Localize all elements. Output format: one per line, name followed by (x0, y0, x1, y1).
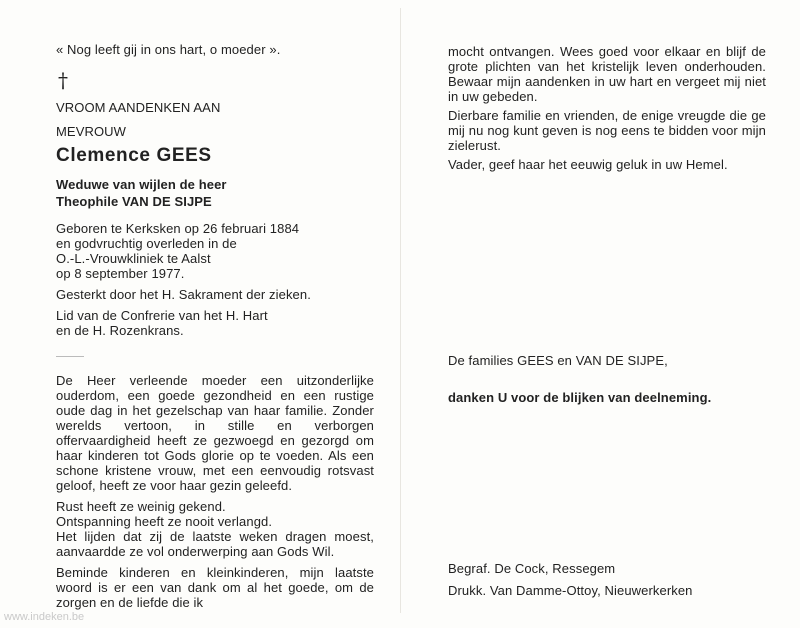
thanks-line: danken U voor de blijken van deelneming. (448, 390, 712, 405)
tribute-line: Rust heeft ze weinig gekend. (56, 499, 226, 514)
right-paragraph-1: mocht ontvangen. Wees goed voor elkaar en blijf de grote plichten van het kristelijk leven onderhouden. Bewaar mijn aandenken in uw hart en vergeet mij niet in uw gebeden. (448, 44, 766, 104)
right-paragraph-3: Vader, geef haar het eeuwig geluk in uw Hemel. (448, 157, 728, 172)
left-page (56, 42, 374, 610)
tribute-paragraph-1: De Heer verleende moeder een uitzonderlijke ouderdom, een goede gezondheid en een rustige oude dag in het gezelschap van haar familie. Zonder werelds vertoon, in stille en verborgen offervaardigheid heeft ze gezwoegd en gezorgd om haar kinderen tot Gods glorie op te voeden. Als een schone kristene vrouw, met een eenvoudig rotsvast geloof, heeft ze voor haar gezin geleefd. (56, 373, 374, 493)
tribute-paragraph-4: Beminde kinderen en kleinkinderen, mijn laatste woord is er een van dank om al het goede, om de zorgen en de liefde die ik (56, 565, 374, 610)
confrerie-line: Lid van de Confrerie van het H. Hart (56, 308, 268, 323)
tribute-line: Ontspanning heeft ze nooit verlangd. (56, 514, 273, 529)
right-page (448, 44, 766, 172)
cross-icon: † (58, 68, 68, 92)
watermark: www.indeken.be (4, 611, 85, 623)
confrerie-block (56, 308, 374, 338)
birth-death-block (56, 221, 374, 281)
tribute-paragraph-2 (56, 499, 374, 529)
birth-line: O.-L.-Vrouwkliniek te Aalst (56, 251, 211, 266)
birth-line: op 8 september 1977. (56, 266, 185, 281)
memory-line-2: MEVROUW (56, 124, 127, 139)
confrerie-line: en de H. Rozenkrans. (56, 323, 184, 338)
printer-line: Drukk. Van Damme-Ottoy, Nieuwerkerken (448, 583, 693, 598)
fold-line (400, 8, 401, 613)
families-line: De families GEES en VAN DE SIJPE, (448, 353, 668, 368)
right-paragraph-2: Dierbare familie en vrienden, de enige vreugde die ge mij nu nog kunt geven is nog eens te bidden voor mijn zielerust. (448, 108, 766, 153)
deceased-name: Clemence GEES (56, 145, 212, 166)
birth-line: en godvruchtig overleden in de (56, 236, 237, 251)
burial-line: Begraf. De Cock, Ressegem (448, 561, 616, 576)
memory-line-1: VROOM AANDENKEN AAN (56, 100, 221, 115)
tribute-paragraph-3: Het lijden dat zij de laatste weken dragen moest, aanvaardde ze vol onderwerping aan Gods Wil. (56, 529, 374, 559)
sacrament-line: Gesterkt door het H. Sakrament der zieken. (56, 287, 311, 302)
widow-line-2: Theophile VAN DE SIJPE (56, 194, 212, 209)
separator-line (56, 356, 84, 357)
widow-line-1: Weduwe van wijlen de heer (56, 177, 227, 192)
birth-line: Geboren te Kerksken op 26 februari 1884 (56, 221, 300, 236)
opening-quote: « Nog leeft gij in ons hart, o moeder ». (56, 42, 281, 57)
